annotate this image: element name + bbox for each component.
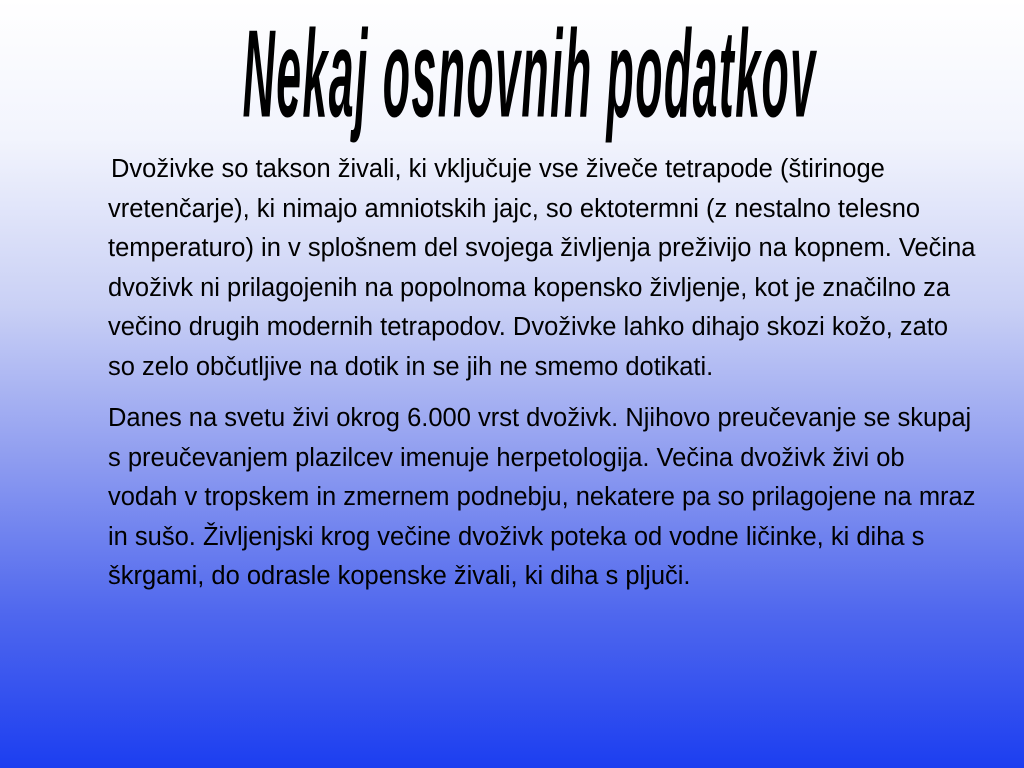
title-container — [100, 0, 960, 150]
paragraph-1: Dvoživke so takson živali, ki vključuje vse živeče tetrapode (štirinoge vretenčarje), ki nimajo amniotskih jajc, so ektotermni (z nestalno telesno temperaturo) in v splošnem del svojega življenja preživijo na kopnem. Večina dvoživk ni prilagojenih na popolnoma kopensko življenje, kot je značilno za večino drugih modernih tetrapodov. Dvoživke lahko dihajo skozi kožo, zato so zelo občutljive na dotik in se jih ne smemo dotikati. — [108, 155, 976, 381]
paragraph-2: Danes na svetu živi okrog 6.000 vrst dvoživk. Njihovo preučevanje se skupaj s preučevanjem plazilcev imenuje herpetologija. Večina dvoživk živi ob vodah v tropskem in zmernem podnebju, nekatere pa so prilagojene na mraz in sušo. Življenjski krog večine dvoživk poteka od vodne ličinke, ki diha s škrgami, do odrasle kopenske živali, ki diha s pljuči. — [108, 404, 976, 590]
slide-body — [108, 150, 976, 609]
slide-title: Nekaj osnovnih podatkov — [243, 6, 817, 144]
